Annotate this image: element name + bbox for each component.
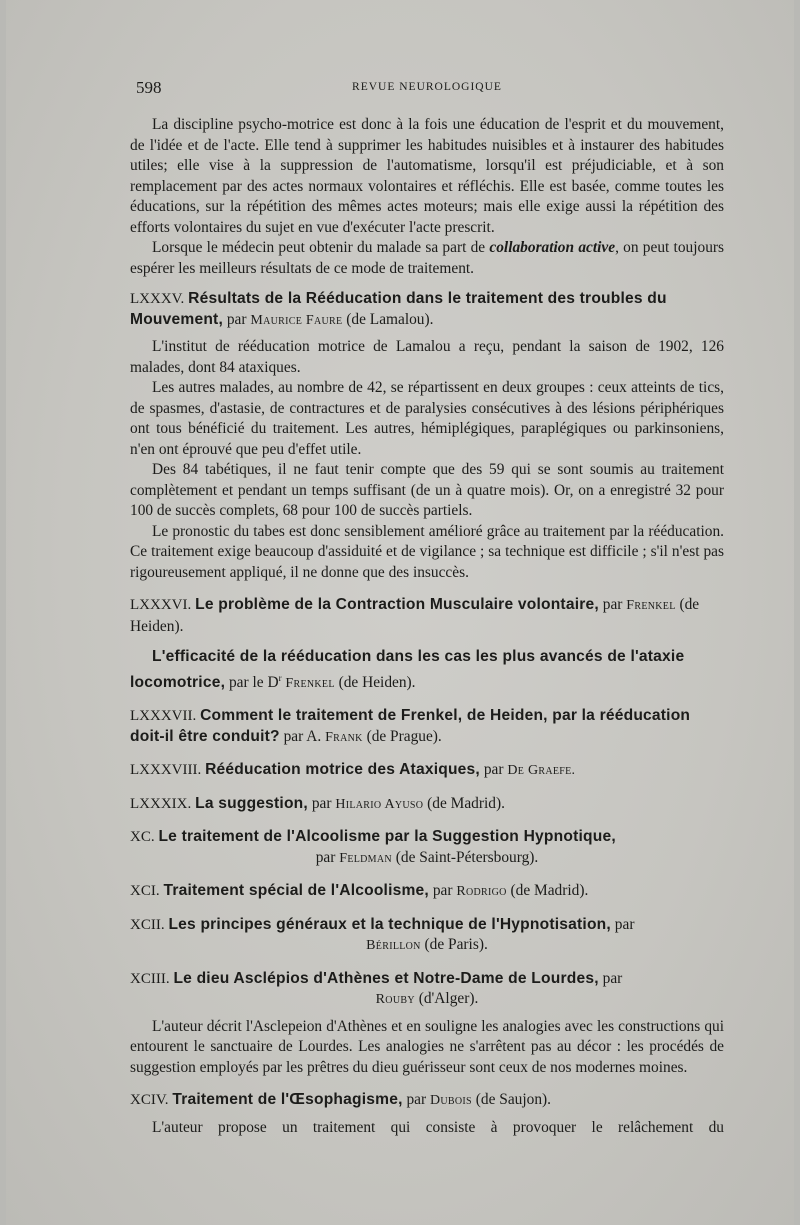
entry-author: Frenkel <box>285 675 335 691</box>
entry-xc <box>130 827 724 869</box>
entry-lxxxvi <box>130 595 724 637</box>
entry-xcii <box>130 915 724 957</box>
entry-title: Traitement de l'Œsophagisme, <box>172 1091 403 1109</box>
emphasis: collaboration active <box>489 239 616 256</box>
entry-lxxxv <box>130 289 724 331</box>
entry-by: par <box>602 969 623 987</box>
journal-page <box>6 0 794 1225</box>
entry-place: (de Saint-Pétersbourg). <box>395 848 539 866</box>
entry-by: par A. <box>283 727 322 745</box>
entry-author: Feldman <box>339 850 392 866</box>
entry-number: XCIII. <box>130 970 170 987</box>
paragraph: Des 84 tabétiques, il ne faut tenir compte que des 59 qui se sont soumis au traitement complètement et pendant un temps suffisant (de un à quatre mois). Or, on a enregistré 32 pour 100 de succès complets, 68 pour 100 de succès partiels. <box>130 461 724 519</box>
entry-number: LXXXIX. <box>130 795 192 812</box>
entry-number: LXXXVIII. <box>130 762 202 779</box>
entry-place: (de Prague). <box>366 727 442 745</box>
paragraph: L'auteur décrit l'Asclepeion d'Athènes et en souligne les analogies avec les constructions qui entourent le sanctuaire de Lourdes. Les analogies ne s'arrêtent pas au décor : les procédés de suggestion employés par les prêtres du dieu guérisseur sont ceux de nos modernes moines. <box>130 1017 724 1076</box>
entry-author: Rouby <box>375 992 415 1008</box>
paragraph: Les autres malades, au nombre de 42, se répartissent en deux groupes : ceux atteints de tics, de spasmes, d'astasie, de contractures et de paralysies consécutives à des lésions périphériques ont tous bénéficié du traitement. Les autres, hémiplégiques, paraplégiques ou parkinsoniens, n'en ont éprouvé que peu d'effet utile. <box>130 379 724 458</box>
entry-author: Rodrigo <box>456 884 507 900</box>
entry-lxxxvii <box>130 706 724 748</box>
entry-number: XCI. <box>130 883 160 900</box>
entry-title: Les principes généraux et la technique de l'Hypnotisation, <box>168 915 611 933</box>
running-title: REVUE NEUROLOGIQUE <box>352 81 502 93</box>
entry-number: LXXXVII. <box>130 708 197 725</box>
entry-number: XCII. <box>130 916 165 933</box>
entry-author: Bérillon <box>366 938 421 954</box>
entry-by-sup: r <box>278 672 282 683</box>
entry-author: Dubois <box>430 1093 472 1109</box>
entry-by: par <box>602 596 623 613</box>
entry-title: Comment le traitement de Frenkel, de Heiden, par la rééducation doit-il être conduit? <box>130 707 691 745</box>
entry-author: Frenkel <box>626 598 676 613</box>
entry-place: (de Heiden). <box>130 596 700 635</box>
entry-xciv <box>130 1090 724 1112</box>
entry-byline <box>130 848 724 870</box>
entry-author: Hilario Ayuso <box>335 796 424 812</box>
entry-number: LXXXV. <box>130 291 185 307</box>
entry-by: par <box>614 915 635 933</box>
entry-by: par <box>226 310 247 328</box>
entry-place: (de Heiden). <box>338 673 416 691</box>
entry-xci <box>130 881 724 903</box>
entry-number: XC. <box>130 829 155 846</box>
page-header <box>130 78 724 98</box>
entry-author: Maurice Faure <box>250 312 343 328</box>
entry-title: Le traitement de l'Alcoolisme par la Suggestion Hypnotique, <box>158 828 616 846</box>
entry-by: par <box>432 882 453 900</box>
entry-xciii <box>130 969 724 1011</box>
entry-place: (d'Alger). <box>418 990 479 1008</box>
page-number: 598 <box>136 78 162 97</box>
entry-author: De Graefe. <box>507 763 576 779</box>
entry-title: Résultats de la Rééducation dans le traitement des troubles du Mouvement, <box>130 290 667 328</box>
entry-number: XCIV. <box>130 1092 169 1109</box>
entry-efficacite <box>130 647 724 694</box>
entry-place: (de Saujon). <box>475 1091 552 1109</box>
paragraph: L'auteur propose un traitement qui consiste à provoquer le relâchement du <box>152 1118 724 1136</box>
entry-byline <box>130 989 724 1011</box>
entry-lxxxviii <box>130 760 724 782</box>
entry-by: par <box>315 848 336 866</box>
entry-by: par le D <box>228 673 279 691</box>
entry-title: L'efficacité de la rééducation dans les cas les plus avancés de l'ataxie locomotrice, <box>130 648 685 691</box>
paragraph: L'institut de rééducation motrice de Lamalou a reçu, pendant la saison de 1902, 126 malades, dont 84 ataxiques. <box>130 338 724 376</box>
entry-title: Le problème de la Contraction Musculaire volontaire, <box>195 596 599 613</box>
entry-number: LXXXVI. <box>130 597 192 613</box>
article-body <box>130 115 724 1138</box>
entry-title: La suggestion, <box>195 794 308 812</box>
entry-place: (de Madrid). <box>427 794 505 812</box>
paragraph: La discipline psycho-motrice est donc à la fois une éducation de l'esprit et du mouvement, de l'idée et de l'acte. Elle tend à supprimer les habitudes nuisibles et à instaurer des habitudes utiles; elle vise à la suppression de l'automatisme, lorsqu'il est préjudiciable, et à son remplacement par des actes normaux volontaires et réfléchis. Elle est basée, comme toutes les éducations, sur la répétition des mêmes actes moteurs; mais elle exige aussi la répétition des efforts volontaires du sujet en vue d'exécuter l'acte prescrit. <box>130 116 724 236</box>
entry-title: Le dieu Asclépios d'Athènes et Notre-Dame de Lourdes, <box>173 969 599 987</box>
entry-author: Frank <box>325 729 363 745</box>
entry-by: par <box>311 794 332 812</box>
entry-place: (de Lamalou). <box>346 310 434 328</box>
entry-by: par <box>406 1091 427 1109</box>
paragraph-text: Lorsque le médecin peut obtenir du malade sa part de <box>152 239 490 256</box>
entry-place: (de Paris). <box>424 936 488 954</box>
entry-byline <box>130 935 724 957</box>
entry-lxxxix <box>130 794 724 816</box>
entry-by: par <box>483 761 504 779</box>
paragraph <box>130 238 724 279</box>
paragraph: Le pronostic du tabes est donc sensiblement amélioré grâce au traitement par la rééducation. Ce traitement exige beaucoup d'assiduité et de vigilance ; sa technique est difficile ; s'il n'est pas rigoureusement appliqué, il ne donne que des insuccès. <box>130 522 724 581</box>
entry-place: (de Madrid). <box>510 882 589 900</box>
entry-title: Rééducation motrice des Ataxiques, <box>205 761 480 779</box>
paragraph-text: , on peut toujours espérer les meilleurs résultats de ce mode de traitement. <box>130 239 725 277</box>
entry-title: Traitement spécial de l'Alcoolisme, <box>163 882 429 900</box>
